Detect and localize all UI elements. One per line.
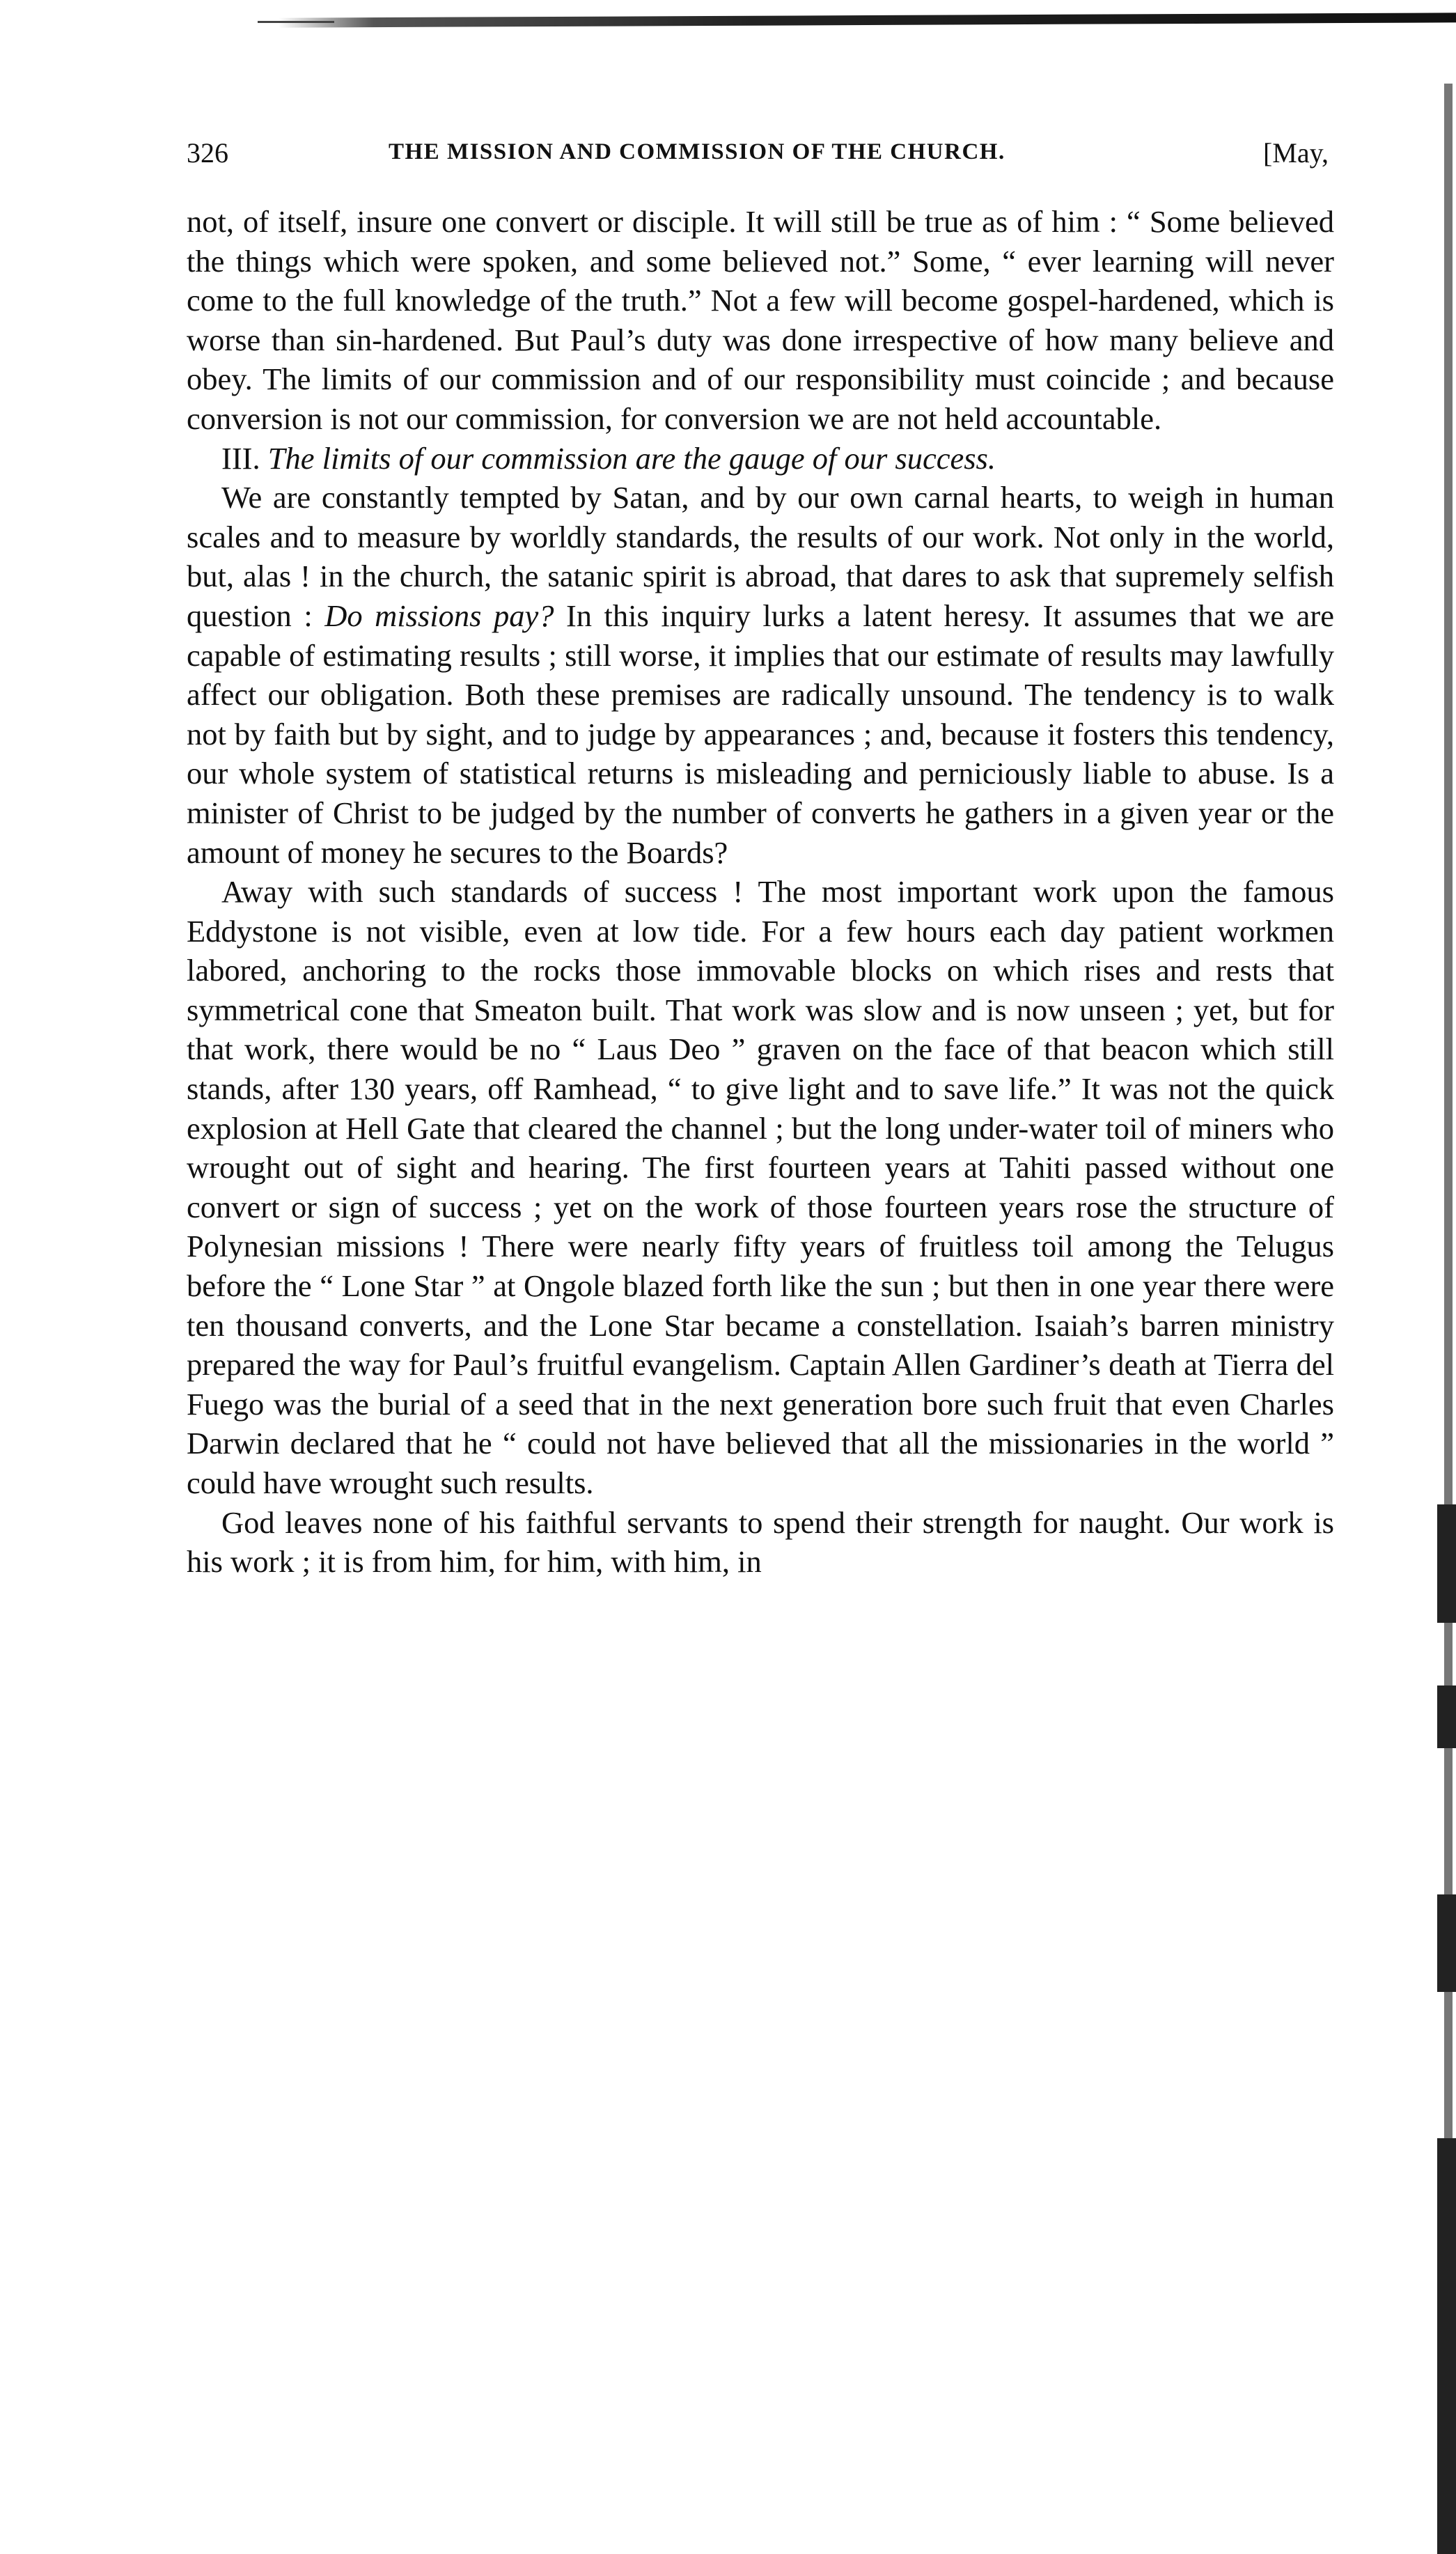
text-segment: Away with such standards of success ! The most important work upon the famous Eddystone is not visible, even at low tide. For a few hours each day patient workmen labored, anchoring to the rocks those immovable blocks on which rises and rests that symmetrical cone that Smeaton built. That work was slow and is now unseen ; yet, but for that work, there would be no “ Laus Deo ” graven on the face of that beacon which still stands, after 130 years, off Ramhead, “ to give light and to save life.” It was not the quick explosion at Hell Gate that cleared the channel ; but the long under-water toil of miners who wrought out of sight and hearing. The first fourteen years at Tahiti passed without one convert or sign of success ; yet on the work of those fourteen years rose the structure of Polynesian missions ! There were nearly fifty years of fruitless toil among the Telugus before the “ Lone Star ” at Ongole blazed forth like the sun ; but then in one year there were ten thousand converts, and the Lone Star became a constellation. Isaiah’s barren ministry prepared the way for Paul’s fruitful evangelism. Captain Allen Gardiner’s death at Tierra del Fuego was the burial of a seed that in the next generation bore such fruit that even Charles Darwin declared that he “ could not have believed that all the missionaries in the world ” could have wrought such results.	[187, 874, 1334, 1500]
paragraph-p4	[187, 872, 1334, 1503]
paragraph-p2	[187, 439, 1334, 478]
running-title: THE MISSION AND COMMISSION OF THE CHURCH.	[389, 139, 1005, 164]
paragraph-p1	[187, 202, 1334, 439]
text-segment: Do missions pay?	[324, 598, 554, 633]
running-month: [May,	[1262, 137, 1329, 169]
body-text	[187, 202, 1334, 1582]
paragraph-p5	[187, 1503, 1334, 1582]
text-segment: The limits of our commission are the gauge of our success.	[267, 440, 996, 476]
text-segment: not, of itself, insure one convert or disciple. It will still be true as of him : “ Some believed the things which were spoken, and some believed not.” Some, “ ever learning will never come to the full knowledge of the truth.” Not a few will become gospel-hardened, which is worse than sin-hardened. But Paul’s duty was done irrespective of how many believe and obey. The limits of our commission and of our responsibility must coincide ; and because conversion is not our commission, for conversion we are not held accountable.	[187, 204, 1334, 436]
paragraph-p3	[187, 478, 1334, 872]
page-edge-shadow	[1434, 84, 1456, 2470]
text-segment: God leaves none of his faithful servants to spend their strength for naught. Our work is his work ; it is from him, for him, with him, in	[187, 1504, 1334, 1580]
page-header	[187, 137, 1343, 185]
page-number: 326	[187, 137, 228, 169]
top-rule	[279, 13, 1456, 27]
text-segment: III.	[221, 440, 268, 476]
text-segment: We are constantly tempted by Satan, and by our own carnal hearts, to weigh in human scales and to measure by worldly standards, the results of our work. Not only in the world, but, alas ! in the church, the satanic spirit is abroad, that dares to ask that supremely selfish question :	[187, 480, 1334, 633]
top-rule-fragment	[258, 21, 334, 23]
text-segment: In this inquiry lurks a latent heresy. It assumes that we are capable of estimating results ; still worse, it implies that our estimate of results may lawfully affect our obligation. Both these premises are radically unsound. The tendency is to walk not by faith but by sight, and to judge by appearances ; and, because it fosters this tendency, our whole system of statistical returns is misleading and perniciously liable to abuse. Is a minister of Christ to be judged by the number of converts he gathers in a given year or the amount of money he secures to the Boards?	[187, 598, 1334, 870]
